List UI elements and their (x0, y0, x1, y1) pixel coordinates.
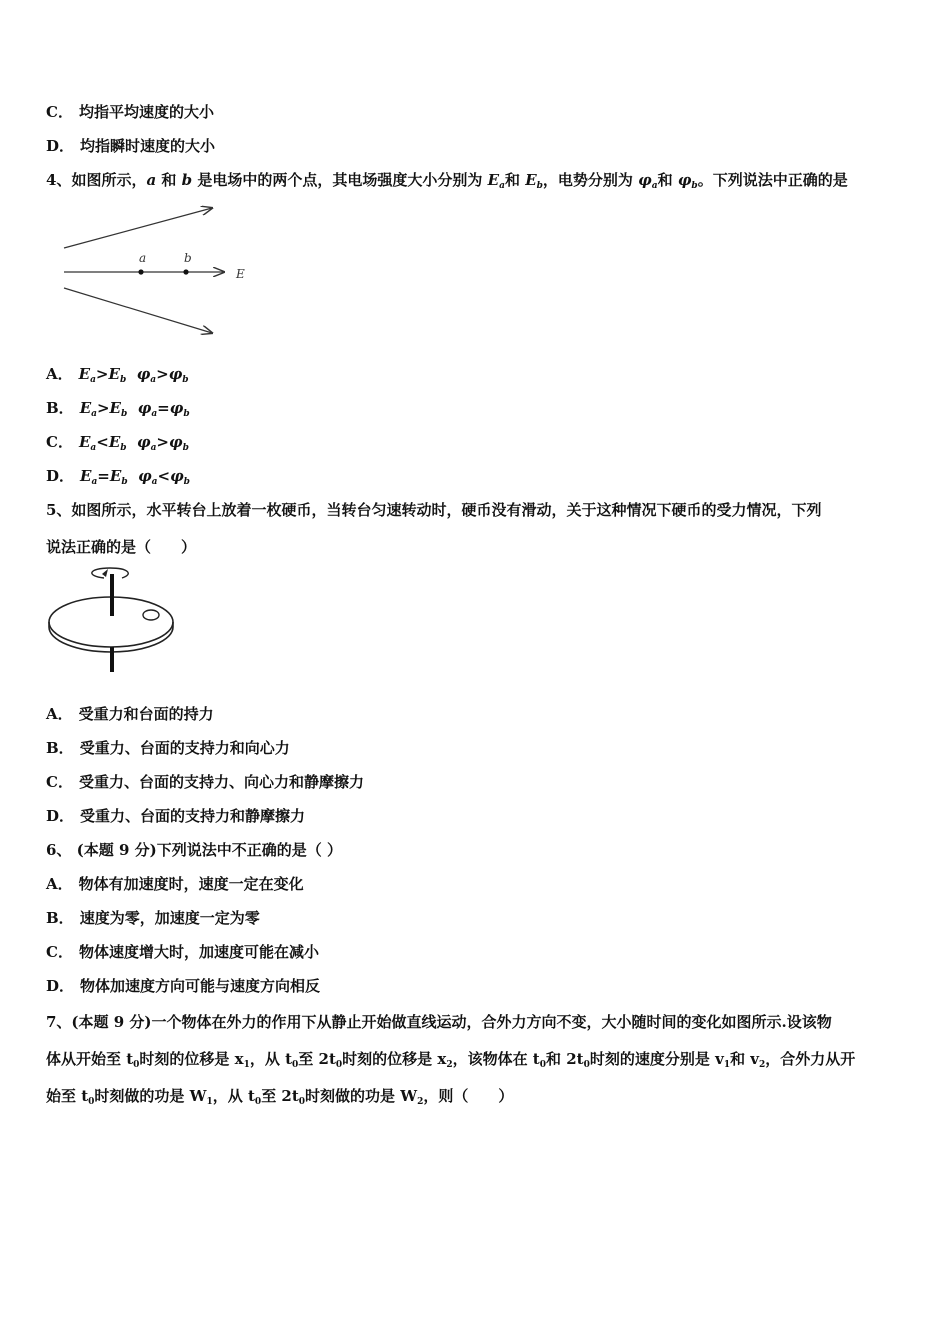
point-b: b (181, 171, 193, 189)
option-text: 受重力、台面的支持力和静摩擦力 (80, 807, 306, 825)
label-b: b (184, 251, 192, 265)
q3-option-c (46, 102, 214, 122)
relation-E: > (95, 365, 109, 383)
relation-phi: > (156, 433, 169, 451)
option-letter: B． (46, 909, 74, 927)
q5-option-b (46, 738, 290, 758)
q4-option-a: A． $E_a>E_b$ $\varphi_a>\varphi_b$ (46, 365, 189, 385)
field-line-upper (64, 208, 212, 248)
q4-option-d: D． $E_a=E_b$ $\varphi_a<\varphi_b$ (46, 467, 190, 487)
option-letter: D． (46, 977, 75, 995)
q7-stem-line2: 体从开始至 $t_0$时刻的位移是 $x_1$，从 $t_0$至 $2t_0$时刻的位移是 $x_2$，该物体在 $t_0$和 $2t_0$时刻的速度分别是 $v_1$和 $v_2$，合外力从开 (46, 1050, 856, 1070)
label-E: E (236, 267, 245, 281)
q5-stem-line2: 说法正确的是（ ） (46, 538, 197, 556)
option-letter: C． (46, 773, 73, 791)
option-letter: C． (46, 943, 73, 961)
q5-option-c (46, 772, 364, 792)
q5-option-a (46, 704, 214, 724)
field-line-lower (64, 288, 212, 333)
point-a: a (146, 171, 157, 189)
electric-field-figure (60, 200, 260, 340)
option-letter: D． (46, 137, 75, 155)
option-text: 速度为零，加速度一定为零 (79, 909, 260, 927)
relation-phi: = (157, 399, 170, 417)
stem-text: ，电势分别为 (542, 171, 633, 189)
stem-text: 和 (504, 171, 520, 189)
option-text: 物体速度增大时，加速度可能在减小 (78, 943, 319, 961)
q6-option-a (46, 874, 304, 894)
question-number: 4、 (46, 171, 72, 189)
option-letter: B． (46, 739, 74, 757)
option-text: 物体有加速度时，速度一定在变化 (78, 875, 304, 893)
symbol-phi-b: $\varphi_b$ (677, 171, 698, 191)
relation-phi: > (156, 365, 169, 383)
symbol-Ea: $E_a$ (487, 171, 505, 191)
point-b-dot (183, 269, 188, 274)
stem-text: 是电场中的两个点，其电场强度大小分别为 (197, 171, 483, 189)
option-letter: A． (46, 705, 73, 723)
q6-option-c (46, 942, 319, 962)
option-letter: B． (46, 399, 74, 417)
relation-E: = (97, 467, 110, 485)
option-text: 受重力、台面的支持力、向心力和静摩擦力 (78, 773, 364, 791)
option-letter: C． (46, 103, 73, 121)
q6-stem: 6、 (本题 9 分)下列说法中不正确的是（ ） (46, 841, 342, 859)
coin (143, 610, 159, 620)
option-text: 均指瞬时速度的大小 (80, 137, 216, 155)
relation-E: > (96, 399, 110, 417)
q3-option-d (46, 136, 215, 156)
option-text: 受重力和台面的持力 (78, 705, 214, 723)
option-letter: D． (46, 807, 75, 825)
relation-E: < (96, 433, 109, 451)
rotation-arrowhead (102, 569, 108, 577)
option-letter: A． (46, 875, 73, 893)
stem-text: 和 (657, 171, 673, 189)
q6-option-b (46, 908, 260, 928)
point-a-dot (138, 269, 143, 274)
symbol-phi-a: $\varphi_a$ (638, 171, 658, 191)
symbol-Eb: $E_b$ (525, 171, 543, 191)
option-text: 受重力、台面的支持力和向心力 (79, 739, 290, 757)
turntable-figure (44, 566, 180, 674)
q4-stem (46, 170, 848, 196)
q4-option-c: C． $E_a<E_b$ $\varphi_a>\varphi_b$ (46, 433, 189, 453)
q7-stem-line3: 始至 $t_0$时刻做的功是 $W_1$，从 $t_0$至 $2t_0$时刻做的功是 $W_2$，则（ ） (46, 1087, 514, 1107)
q7-stem-line1: 7、(本题 9 分)一个物体在外力的作用下从静止开始做直线运动，合外力方向不变，大小随时间的变化如图所示.设该物 (46, 1013, 832, 1031)
stem-text: 和 (161, 171, 177, 189)
q5-stem-line1: 5、如图所示，水平转台上放着一枚硬币，当转台匀速转动时，硬币没有滑动，关于这种情况下硬币的受力情况，下列 (46, 501, 822, 519)
option-text: 均指平均速度的大小 (78, 103, 214, 121)
stem-text: 如图所示， (71, 171, 147, 189)
option-letter: D． (46, 467, 75, 485)
stem-text: 。下列说法中正确的是 (697, 171, 848, 189)
option-text: 物体加速度方向可能与速度方向相反 (80, 977, 321, 995)
label-a: a (139, 251, 147, 265)
q5-option-d (46, 806, 305, 826)
q4-option-b: B． $E_a>E_b$ $\varphi_a=\varphi_b$ (46, 399, 190, 419)
q6-option-d (46, 976, 320, 996)
option-letter: C． (46, 433, 73, 451)
relation-phi: < (157, 467, 171, 485)
option-letter: A． (46, 365, 73, 383)
